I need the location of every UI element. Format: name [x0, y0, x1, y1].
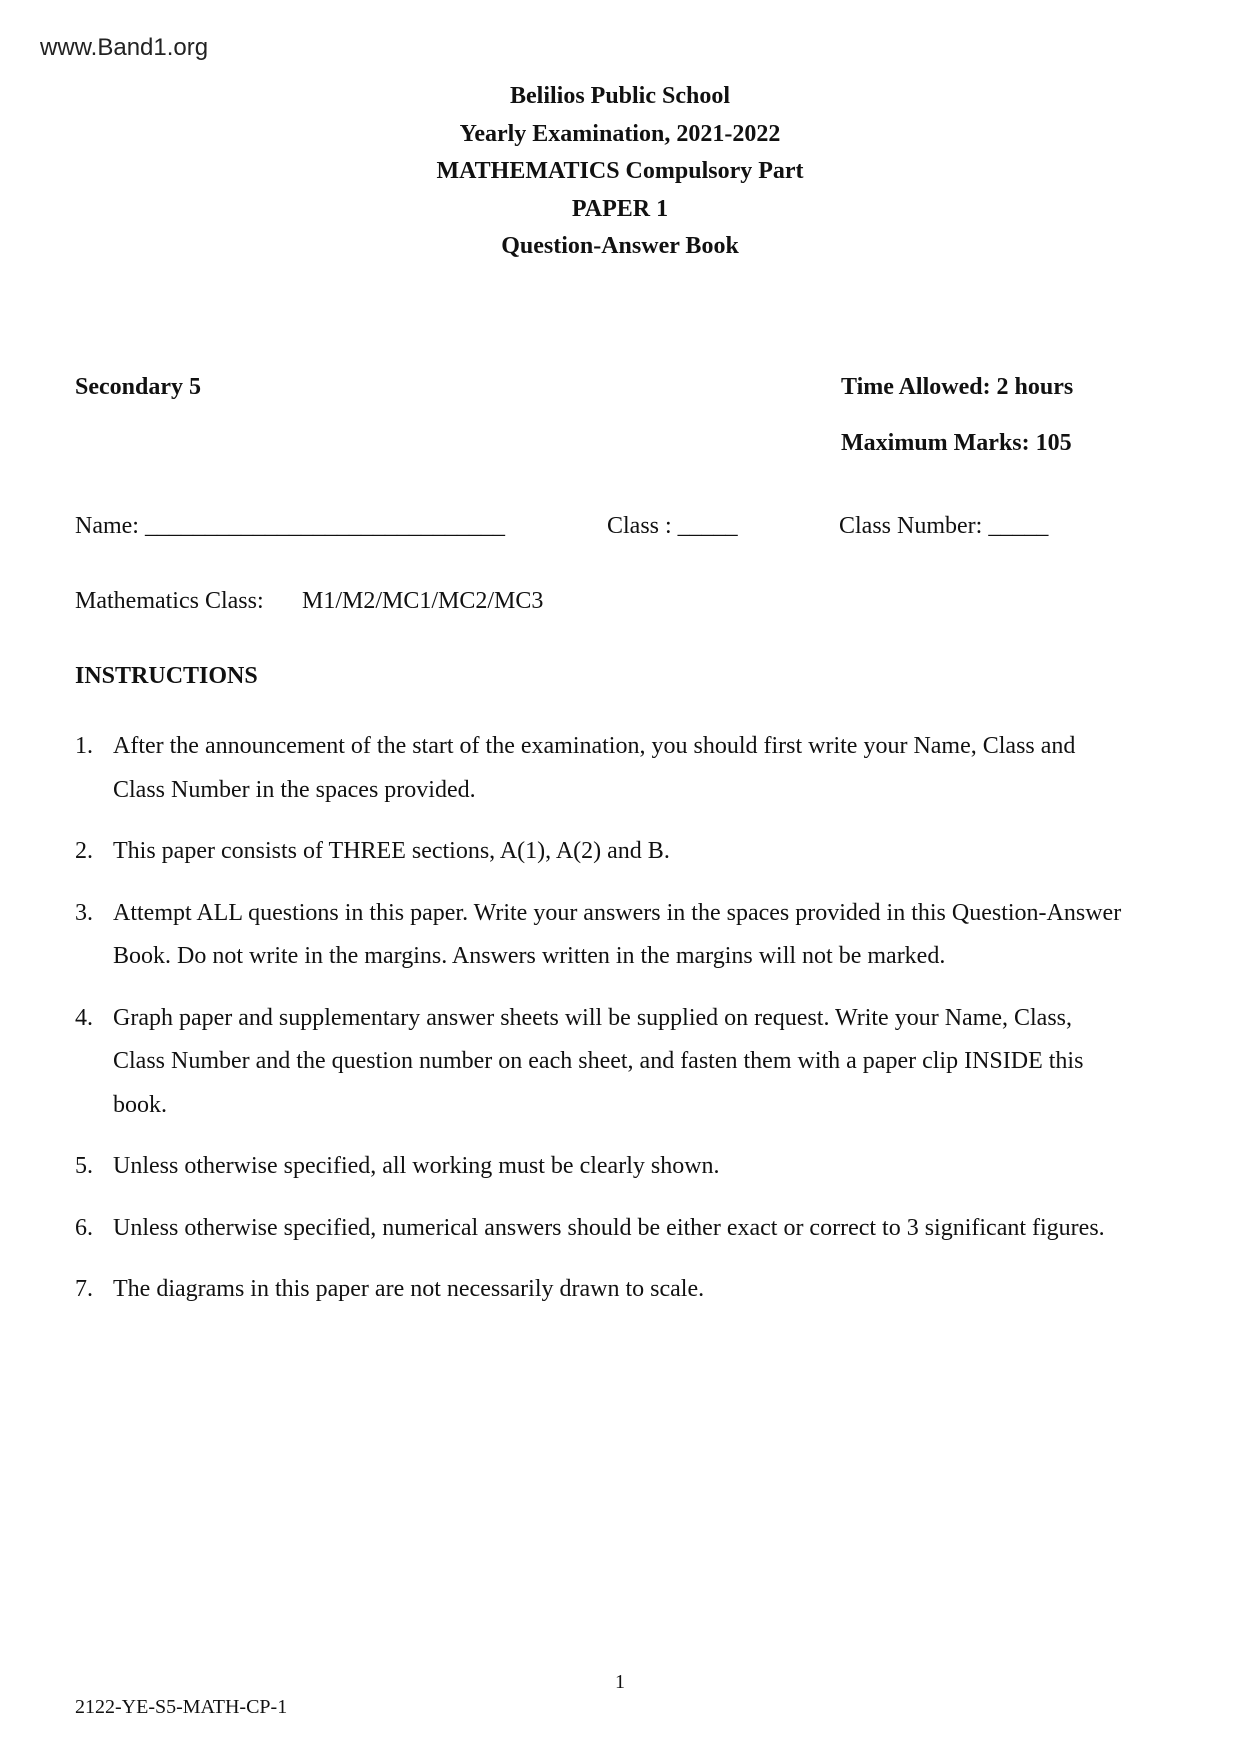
watermark-text: www.Band1.org	[40, 34, 209, 61]
instruction-number: 3.	[75, 900, 93, 926]
instruction-text: After the announcement of the start of the examination, you should first write your Name, Class and	[113, 733, 1076, 759]
instruction-text: Unless otherwise specified, numerical answers should be either exact or correct to 3 significant figures.	[113, 1215, 1105, 1241]
math-class-options: M1/M2/MC1/MC2/MC3	[302, 588, 544, 614]
instruction-number: 1.	[75, 733, 93, 759]
instruction-number: 4.	[75, 1005, 93, 1031]
level-label: Secondary 5	[75, 374, 201, 400]
time-allowed: Time Allowed: 2 hours	[841, 374, 1074, 400]
instruction-number: 2.	[75, 838, 93, 864]
subject-title: MATHEMATICS Compulsory Part	[436, 158, 804, 184]
class-field: Class : _____	[607, 513, 738, 539]
paper-title: PAPER 1	[571, 196, 669, 222]
maximum-marks: Maximum Marks: 105	[841, 430, 1072, 456]
instruction-text: This paper consists of THREE sections, A(1), A(2) and B.	[113, 838, 670, 864]
class-number-field: Class Number: _____	[839, 513, 1049, 539]
instruction-text: Unless otherwise specified, all working must be clearly shown.	[113, 1153, 720, 1179]
page-number: 1	[615, 1671, 625, 1693]
instruction-number: 7.	[75, 1276, 93, 1302]
name-field: Name: ______________________________	[75, 513, 505, 539]
instruction-text: The diagrams in this paper are not necessarily drawn to scale.	[113, 1276, 705, 1302]
instruction-text: Class Number in the spaces provided.	[113, 777, 476, 803]
school-name: Belilios Public School	[509, 83, 731, 109]
exam-title: Yearly Examination, 2021-2022	[459, 121, 781, 147]
book-title: Question-Answer Book	[501, 233, 739, 259]
document-code: 2122-YE-S5-MATH-CP-1	[75, 1696, 288, 1718]
instruction-text: Graph paper and supplementary answer sheets will be supplied on request. Write your Name, Class,	[113, 1005, 1073, 1031]
instruction-number: 5.	[75, 1153, 93, 1179]
instructions-title: INSTRUCTIONS	[75, 663, 258, 689]
instruction-text: book.	[113, 1092, 167, 1118]
instruction-text: Class Number and the question number on each sheet, and fasten them with a paper clip INSIDE this	[113, 1048, 1084, 1074]
instruction-text: Attempt ALL questions in this paper. Write your answers in the spaces provided in this Question-Answer	[113, 900, 1122, 926]
math-class-label: Mathematics Class:	[75, 588, 264, 614]
instruction-number: 6.	[75, 1215, 93, 1241]
instruction-text: Book. Do not write in the margins. Answers written in the margins will not be marked.	[113, 943, 946, 969]
